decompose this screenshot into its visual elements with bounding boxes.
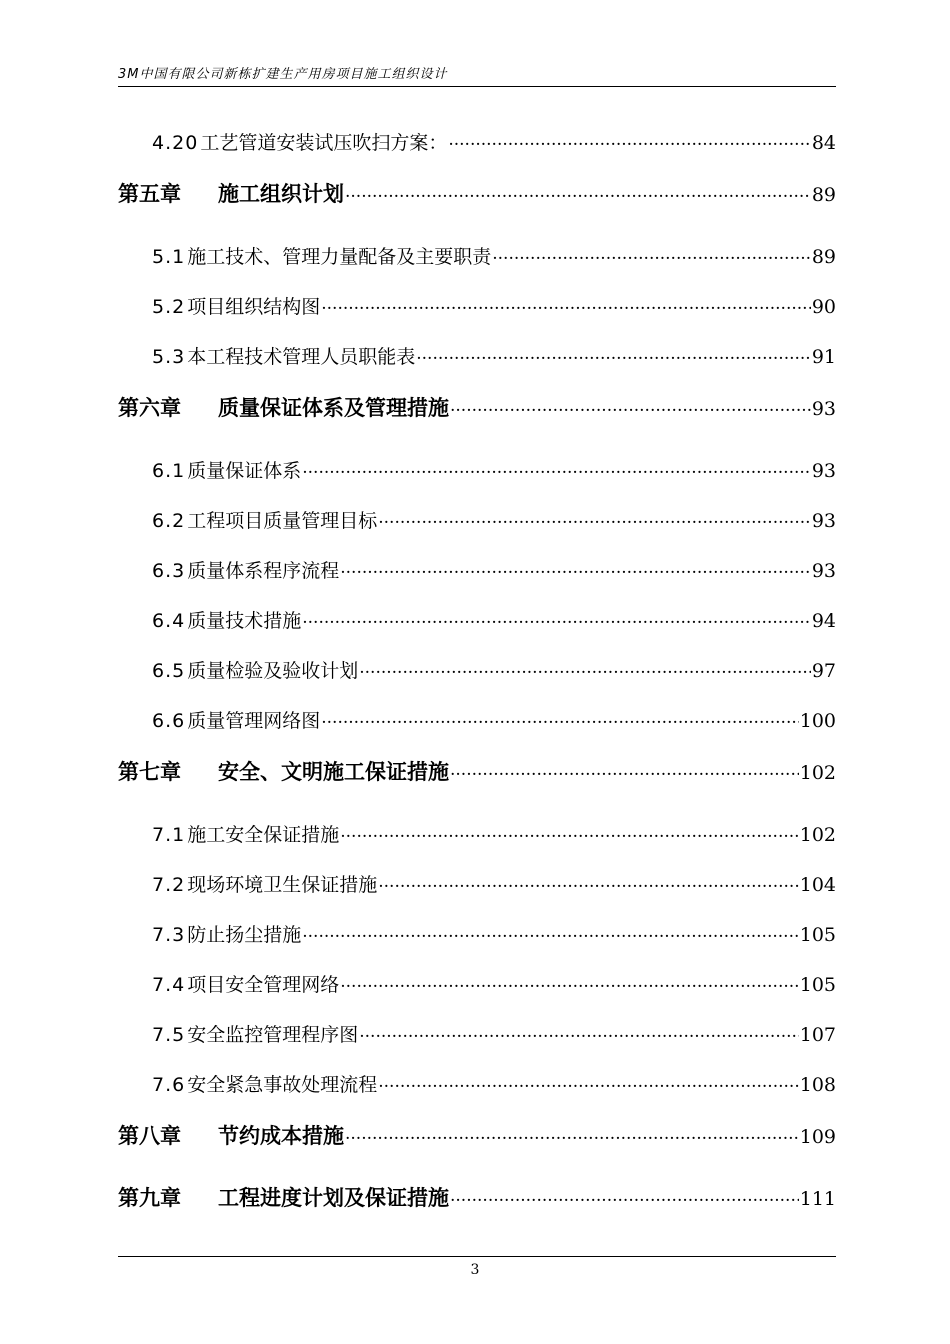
toc-section-number: 5.3 — [152, 346, 186, 368]
toc-page-number: 89 — [811, 184, 836, 206]
toc-dot-leader — [340, 558, 811, 577]
toc-dot-leader — [450, 758, 799, 779]
toc-section-entry[interactable] — [152, 606, 836, 633]
toc-page-number: 105 — [799, 974, 836, 996]
toc-page-number: 90 — [811, 296, 836, 318]
toc-dot-leader — [345, 180, 811, 201]
toc-dot-leader — [321, 708, 799, 727]
toc-chapter-title: 质量保证体系及管理措施 — [218, 396, 449, 420]
toc-section-number: 7.6 — [152, 1074, 186, 1096]
toc-dot-leader — [378, 508, 811, 527]
toc-section-title: 施工安全保证措施 — [187, 824, 340, 846]
toc-section-number: 7.4 — [152, 974, 186, 996]
toc-page-number: 94 — [811, 610, 836, 632]
toc-dot-leader — [340, 822, 799, 841]
toc-section-entry[interactable] — [152, 706, 836, 733]
toc-section-title: 本工程技术管理人员职能表 — [187, 346, 416, 368]
toc-chapter-entry[interactable] — [118, 178, 836, 208]
toc-page-number: 84 — [811, 132, 836, 154]
footer-divider — [118, 1256, 836, 1257]
toc-section-title: 项目组织结构图 — [187, 296, 321, 318]
footer-page-number: 3 — [470, 1262, 480, 1278]
toc-section-title: 现场环境卫生保证措施 — [187, 874, 378, 896]
toc-dot-leader — [416, 344, 811, 363]
toc-dot-leader — [378, 1072, 799, 1091]
toc-section-title: 质量保证体系 — [187, 460, 302, 482]
toc-chapter-number: 第八章 — [118, 1124, 181, 1148]
toc-section-entry[interactable] — [152, 506, 836, 533]
toc-chapter-number: 第六章 — [118, 396, 181, 420]
toc-dot-leader — [448, 130, 810, 149]
toc-page-number: 102 — [799, 762, 836, 784]
toc-chapter-title: 施工组织计划 — [218, 182, 344, 206]
toc-section-entry[interactable] — [152, 242, 836, 269]
toc-section-title: 安全监控管理程序图 — [187, 1024, 359, 1046]
toc-dot-leader — [450, 394, 811, 415]
toc-section-entry[interactable] — [152, 1070, 836, 1097]
toc-section-number: 7.2 — [152, 874, 186, 896]
toc-dot-leader — [302, 922, 799, 941]
toc-chapter-entry[interactable] — [118, 1120, 836, 1150]
toc-chapter-title: 工程进度计划及保证措施 — [218, 1186, 449, 1210]
toc-dot-leader — [345, 1122, 799, 1143]
toc-page-number: 111 — [799, 1188, 836, 1210]
toc-chapter-title: 节约成本措施 — [218, 1124, 344, 1148]
toc-section-number: 6.3 — [152, 560, 186, 582]
toc-page-number: 104 — [799, 874, 836, 896]
toc-page-number: 97 — [811, 660, 836, 682]
toc-section-number: 6.4 — [152, 610, 186, 632]
toc-page-number: 100 — [799, 710, 836, 732]
toc-dot-leader — [302, 458, 811, 477]
toc-section-number: 7.1 — [152, 824, 186, 846]
toc-section-entry[interactable] — [152, 970, 836, 997]
toc-page-number: 91 — [811, 346, 836, 368]
toc-section-entry[interactable] — [152, 456, 836, 483]
toc-section-title: 工程项目质量管理目标 — [187, 510, 378, 532]
toc-dot-leader — [340, 972, 799, 991]
toc-dot-leader — [359, 658, 811, 677]
toc-section-title: 工艺管道安装试压吹扫方案： — [200, 132, 448, 154]
toc-section-title: 质量检验及验收计划 — [187, 660, 359, 682]
toc-section-title: 项目安全管理网络 — [187, 974, 340, 996]
toc-section-title: 质量管理网络图 — [187, 710, 321, 732]
toc-page-number: 105 — [799, 924, 836, 946]
toc-section-entry[interactable] — [152, 656, 836, 683]
header-title: 3M中国有限公司新栋扩建生产用房项目施工组织设计 — [118, 67, 448, 82]
toc-section-number: 6.1 — [152, 460, 186, 482]
toc-page-number: 102 — [799, 824, 836, 846]
toc-section-entry[interactable] — [152, 920, 836, 947]
toc-section-title: 质量技术措施 — [187, 610, 302, 632]
toc-chapter-entry[interactable] — [118, 1182, 836, 1212]
toc-chapter-number: 第九章 — [118, 1186, 181, 1210]
toc-dot-leader — [492, 244, 811, 263]
toc-page-number: 89 — [811, 246, 836, 268]
toc-section-entry[interactable] — [152, 556, 836, 583]
toc-dot-leader — [321, 294, 811, 313]
toc-section-title: 安全紧急事故处理流程 — [187, 1074, 378, 1096]
toc-section-entry[interactable] — [152, 1020, 836, 1047]
toc-dot-leader — [378, 872, 799, 891]
toc-section-title: 质量体系程序流程 — [187, 560, 340, 582]
toc-page-number: 93 — [811, 560, 836, 582]
toc-section-entry[interactable] — [152, 870, 836, 897]
toc-section-number: 7.5 — [152, 1024, 186, 1046]
toc-page-number: 108 — [799, 1074, 836, 1096]
toc-page-number: 107 — [799, 1024, 836, 1046]
toc-page-number: 93 — [811, 398, 836, 420]
toc-section-number: 6.2 — [152, 510, 186, 532]
toc-section-number: 7.3 — [152, 924, 186, 946]
toc-page-number: 109 — [799, 1126, 836, 1148]
toc-section-entry[interactable] — [152, 128, 836, 155]
toc-section-entry[interactable] — [152, 820, 836, 847]
toc-section-number: 6.5 — [152, 660, 186, 682]
toc-section-number: 5.1 — [152, 246, 186, 268]
toc-dot-leader — [302, 608, 811, 627]
toc-section-number: 4.20 — [152, 132, 199, 154]
toc-chapter-entry[interactable] — [118, 392, 836, 422]
page-header — [118, 64, 836, 87]
toc-page-number: 93 — [811, 510, 836, 532]
toc-chapter-number: 第七章 — [118, 760, 181, 784]
toc-section-title: 防止扬尘措施 — [187, 924, 302, 946]
toc-dot-leader — [359, 1022, 799, 1041]
toc-chapter-number: 第五章 — [118, 182, 181, 206]
toc-page-number: 93 — [811, 460, 836, 482]
toc-section-entry[interactable] — [152, 292, 836, 319]
toc-section-number: 6.6 — [152, 710, 186, 732]
toc-section-title: 施工技术、管理力量配备及主要职责 — [187, 246, 492, 268]
toc-section-entry[interactable] — [152, 342, 836, 369]
toc-dot-leader — [450, 1184, 799, 1205]
toc-chapter-entry[interactable] — [118, 756, 836, 786]
toc-section-number: 5.2 — [152, 296, 186, 318]
toc-chapter-title: 安全、文明施工保证措施 — [218, 760, 449, 784]
